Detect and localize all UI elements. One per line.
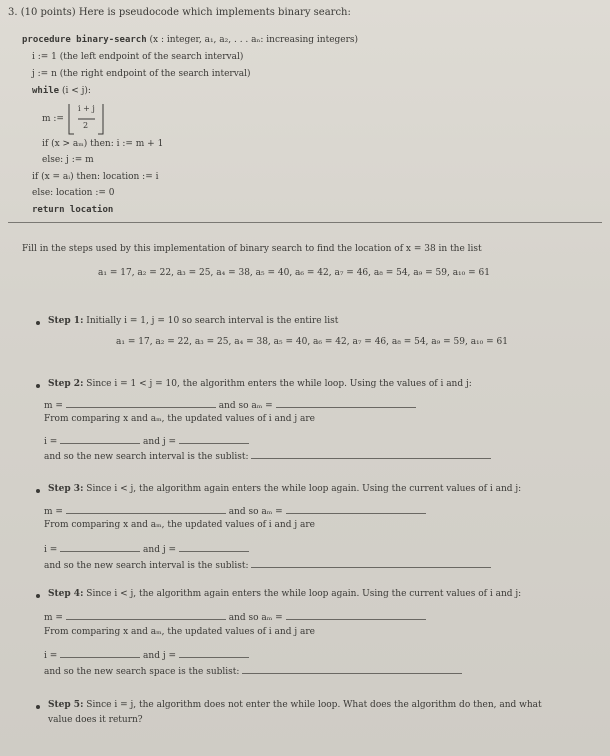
step5-label: Step 5: bbox=[48, 700, 84, 710]
intro-list: a₁ = 17, a₂ = 22, a₃ = 25, a₄ = 38, a₅ = 40, a₆ = 42, a₇ = 46, a₈ = 54, a₉ = 59, a₁₀ = 61 bbox=[98, 268, 490, 278]
step3-line bbox=[48, 484, 521, 494]
step2-sublist-label: and so the new search interval is the sublist: bbox=[44, 452, 249, 462]
step4-m-row bbox=[44, 610, 426, 623]
step2-m-blank[interactable] bbox=[66, 398, 216, 408]
step4-m-label: m = bbox=[44, 613, 63, 623]
step4-line bbox=[48, 589, 521, 599]
step3-j-label: and j = bbox=[143, 545, 177, 555]
step2-sublist-blank[interactable] bbox=[251, 449, 491, 459]
step2-m-row bbox=[44, 398, 416, 411]
step1-line bbox=[48, 316, 338, 326]
step1-text: Initially i = 1, j = 10 so search interval is the entire list bbox=[86, 316, 339, 326]
step2-label: Step 2: bbox=[48, 379, 84, 389]
step5-bullet bbox=[36, 705, 40, 709]
step1-bullet bbox=[36, 321, 40, 325]
step3-i-blank[interactable] bbox=[60, 542, 140, 552]
pseudo-init-j: j := n (the right endpoint of the search interval) bbox=[32, 69, 251, 79]
step4-sublist-row bbox=[44, 664, 462, 677]
step4-j-blank[interactable] bbox=[179, 648, 249, 658]
intro-text: Fill in the steps used by this implementation of binary search to find the location of x = 38 in the list bbox=[22, 244, 482, 254]
step4-bullet bbox=[36, 594, 40, 598]
step3-ij-row bbox=[44, 542, 249, 555]
step3-sublist-blank[interactable] bbox=[251, 558, 491, 568]
pseudo-else-location: else: location := 0 bbox=[32, 188, 115, 198]
step2-m-label: m = bbox=[44, 401, 63, 411]
fraction-numerator: i + j bbox=[78, 104, 95, 113]
step2-ij-row bbox=[44, 434, 249, 447]
section-divider bbox=[8, 222, 602, 223]
step4-text: Since i < j, the algorithm again enters the while loop again. Using the current values of i and j: bbox=[86, 589, 522, 599]
step4-sublist-blank[interactable] bbox=[242, 664, 462, 674]
pseudo-if-equal: if (x = aᵢ) then: location := i bbox=[32, 172, 159, 182]
step4-i-blank[interactable] bbox=[60, 648, 140, 658]
procedure-signature bbox=[22, 35, 358, 45]
step2-am-label: and so aₘ = bbox=[218, 401, 273, 411]
pseudo-while bbox=[32, 86, 91, 96]
step3-text: Since i < j, the algorithm again enters the while loop again. Using the current values of i and j: bbox=[86, 484, 522, 494]
procedure-params: (x : integer, a₁, a₂, . . . aₙ: increasing integers) bbox=[149, 35, 359, 45]
while-condition: (i < j): bbox=[61, 86, 91, 96]
step3-sublist-row bbox=[44, 558, 491, 571]
question-header: 3. (10 points) Here is pseudocode which implements binary search: bbox=[8, 7, 351, 18]
step4-sublist-label: and so the new search space is the sublist: bbox=[44, 667, 240, 677]
step3-j-blank[interactable] bbox=[179, 542, 249, 552]
step4-m-blank[interactable] bbox=[66, 610, 226, 620]
step2-j-label: and j = bbox=[143, 437, 177, 447]
step2-compare: From comparing x and aₘ, the updated values of i and j are bbox=[44, 414, 315, 424]
step1-list: a₁ = 17, a₂ = 22, a₃ = 25, a₄ = 38, a₅ = 40, a₆ = 42, a₇ = 46, a₈ = 54, a₉ = 59, a₁₀ = 61 bbox=[116, 337, 508, 347]
step4-am-blank[interactable] bbox=[286, 610, 426, 620]
step5-line bbox=[48, 700, 542, 710]
step2-text: Since i = 1 < j = 10, the algorithm enters the while loop. Using the values of i and j: bbox=[86, 379, 472, 389]
step3-i-label: i = bbox=[44, 545, 58, 555]
step2-line bbox=[48, 379, 472, 389]
step3-am-blank[interactable] bbox=[286, 504, 426, 514]
step5-text-continued: value does it return? bbox=[48, 715, 143, 725]
step4-compare: From comparing x and aₘ, the updated values of i and j are bbox=[44, 627, 315, 637]
step2-am-blank[interactable] bbox=[276, 398, 416, 408]
step3-bullet bbox=[36, 489, 40, 493]
step3-sublist-label: and so the new search interval is the sublist: bbox=[44, 561, 249, 571]
step2-bullet bbox=[36, 384, 40, 388]
pseudo-init-i: i := 1 (the left endpoint of the search interval) bbox=[32, 52, 244, 62]
step3-m-blank[interactable] bbox=[66, 504, 226, 514]
step5-text: Since i = j, the algorithm does not enter the while loop. What does the algorithm do then, and what bbox=[86, 700, 542, 710]
step4-i-label: i = bbox=[44, 651, 58, 661]
step4-am-label: and so aₘ = bbox=[228, 613, 283, 623]
step2-j-blank[interactable] bbox=[179, 434, 249, 444]
step1-label: Step 1: bbox=[48, 316, 84, 326]
step3-compare: From comparing x and aₘ, the updated values of i and j are bbox=[44, 520, 315, 530]
step4-label: Step 4: bbox=[48, 589, 84, 599]
step2-sublist-row bbox=[44, 449, 491, 462]
step4-ij-row bbox=[44, 648, 249, 661]
step3-m-label: m = bbox=[44, 507, 63, 517]
step2-i-blank[interactable] bbox=[60, 434, 140, 444]
while-keyword: while bbox=[32, 86, 60, 96]
pseudo-if-greater: if (x > aₘ) then: i := m + 1 bbox=[42, 139, 164, 149]
procedure-keyword: procedure binary-search bbox=[22, 35, 147, 45]
step3-am-label: and so aₘ = bbox=[228, 507, 283, 517]
pseudo-return: return location bbox=[32, 205, 114, 215]
pseudo-else-j: else: j := m bbox=[42, 155, 94, 165]
fraction-denominator: 2 bbox=[83, 121, 89, 130]
step2-i-label: i = bbox=[44, 437, 58, 447]
pseudo-m-assign: m := bbox=[42, 114, 64, 124]
step3-label: Step 3: bbox=[48, 484, 84, 494]
step3-m-row bbox=[44, 504, 426, 517]
step4-j-label: and j = bbox=[143, 651, 177, 661]
